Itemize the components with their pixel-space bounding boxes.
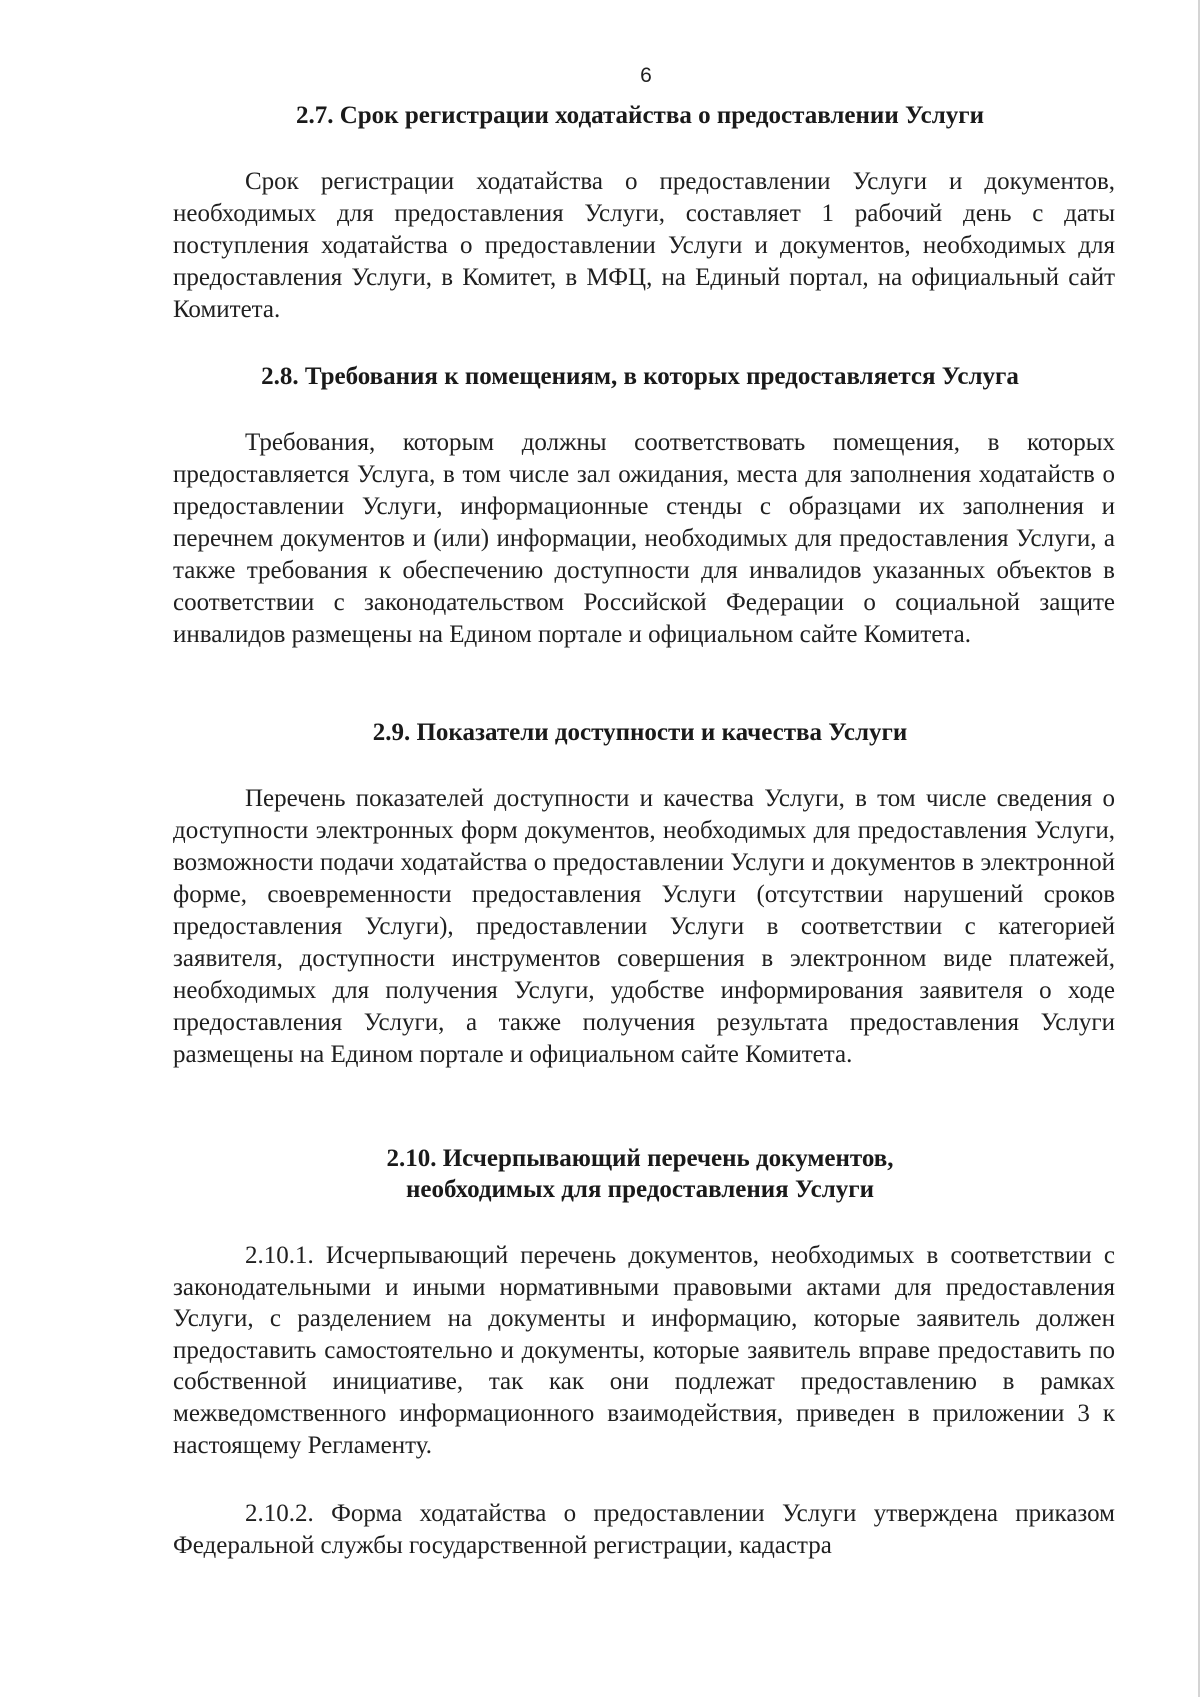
paragraph-2-10-1: 2.10.1. Исчерпывающий перечень документов, необходимых в соответствии с законодательными и иными нормативными правовыми актами для предоставления Услуги, с разделением на документы и информацию, которые заявитель должен предоставить самостоятельно и документы, которые заявитель вправе предоставить по собственной инициативе, так как они подлежат предоставлению в рамках межведомственного информационного взаимодействия, приведен в приложении 3 к настоящему Регламенту.: [173, 1242, 1115, 1459]
paragraph-2-7: Срок регистрации ходатайства о предоставлении Услуги и документов, необходимых для предоставления Услуги, составляет 1 рабочий день с даты поступления ходатайства о предоставлении Услуги и документов, необходимых для предоставления Услуги, в Комитет, в МФЦ, на Единый портал, на официальный сайт Комитета.: [173, 168, 1115, 323]
paragraph-2-10-2: 2.10.2. Форма ходатайства о предоставлении Услуги утверждена приказом Федеральной службы государственной регистрации, кадастра: [173, 1500, 1115, 1559]
paragraph-2-8: Требования, которым должны соответствовать помещения, в которых предоставляется Услуга, в том числе зал ожидания, места для заполнения ходатайств о предоставлении Услуги, информационные стенды с образцами их заполнения и перечнем документов и (или) информации, необходимых для предоставления Услуги, а также требования к обеспечению доступности для инвалидов указанных объектов в соответствии с законодательством Российской Федерации о социальной защите инвалидов размещены на Едином портале и официальном сайте Комитета.: [173, 429, 1115, 648]
heading-2-10-line-2: необходимых для предоставления Услуги: [406, 1176, 874, 1203]
heading-2-7: 2.7. Срок регистрации ходатайства о предоставлении Услуги: [295, 102, 985, 129]
paragraph-2-9: Перечень показателей доступности и качества Услуги, в том числе сведения о доступности электронных форм документов, необходимых для предоставления Услуги, возможности подачи ходатайства о предоставлении Услуги и документов в электронной форме, своевременности предоставления Услуги (отсутствии нарушений сроков предоставления Услуги), предоставлении Услуги в соответствии с категорией заявителя, доступности инструментов совершения в электронном виде платежей, необходимых для получения Услуги, удобстве информирования заявителя о ходе предоставления Услуги, а также получения результата предоставления Услуги размещены на Едином портале и официальном сайте Комитета.: [173, 785, 1115, 1068]
heading-2-8: 2.8. Требования к помещениям, в которых предоставляется Услуга: [261, 363, 1019, 390]
page-number: 6: [640, 64, 652, 87]
heading-2-10-line-1: 2.10. Исчерпывающий перечень документов,: [386, 1145, 894, 1172]
heading-2-9: 2.9. Показатели доступности и качества Услуги: [372, 719, 908, 746]
